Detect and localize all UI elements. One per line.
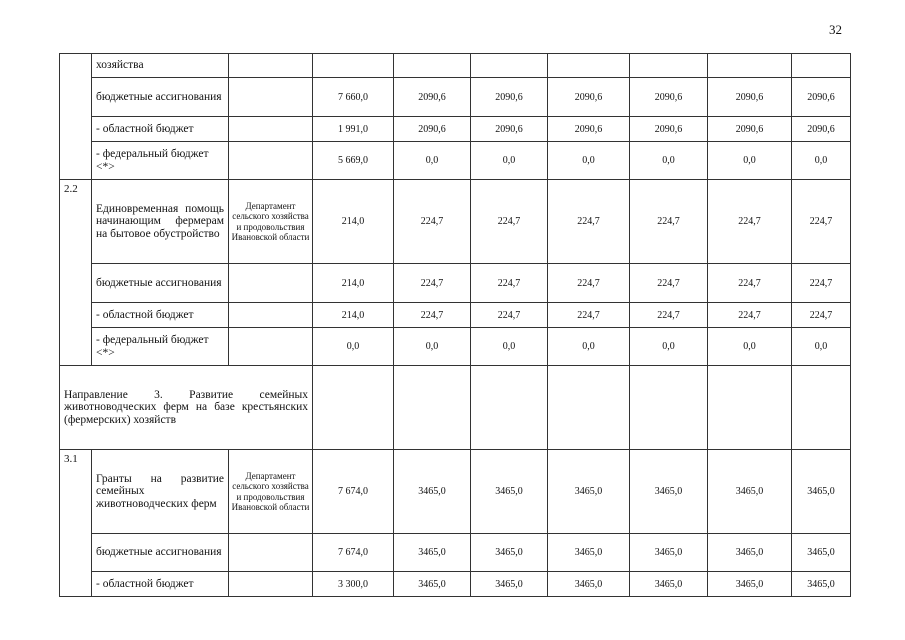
value-cell (471, 366, 548, 450)
value-cell (394, 54, 471, 78)
table-row (60, 264, 851, 303)
value-cell: 3 300,0 (313, 572, 394, 597)
table-row (60, 534, 851, 572)
value-cell: 0,0 (471, 328, 548, 366)
table-row (60, 117, 851, 142)
value-cell: 3465,0 (630, 572, 708, 597)
table-row (60, 303, 851, 328)
value-cell: 3465,0 (394, 572, 471, 597)
item-name: - федеральный бюджет <*> (92, 328, 229, 366)
table-row (60, 180, 851, 264)
value-cell: 2090,6 (471, 78, 548, 117)
value-cell: 3465,0 (548, 534, 630, 572)
table-row (60, 366, 851, 450)
executor-cell (229, 142, 313, 180)
value-cell: 7 674,0 (313, 534, 394, 572)
value-cell: 224,7 (548, 180, 630, 264)
value-cell: 2090,6 (394, 78, 471, 117)
value-cell: 0,0 (313, 328, 394, 366)
value-cell: 0,0 (630, 142, 708, 180)
item-name: бюджетные ассигнования (92, 534, 229, 572)
value-cell: 2090,6 (630, 78, 708, 117)
value-cell: 224,7 (630, 303, 708, 328)
value-cell: 3465,0 (471, 572, 548, 597)
value-cell: 2090,6 (792, 117, 851, 142)
value-cell: 3465,0 (394, 450, 471, 534)
value-cell: 2090,6 (708, 117, 792, 142)
item-name: - областной бюджет (92, 303, 229, 328)
value-cell: 224,7 (394, 180, 471, 264)
value-cell (708, 366, 792, 450)
item-number: 2.2 (60, 180, 92, 366)
value-cell: 3465,0 (630, 534, 708, 572)
item-name: - федеральный бюджет <*> (92, 142, 229, 180)
value-cell (792, 366, 851, 450)
value-cell (471, 54, 548, 78)
value-cell: 7 660,0 (313, 78, 394, 117)
budget-table (59, 53, 851, 597)
value-cell: 2090,6 (471, 117, 548, 142)
value-cell: 5 669,0 (313, 142, 394, 180)
executor-cell: Департамент сельского хозяйства и продовольствия Ивановской области (229, 450, 313, 534)
value-cell: 224,7 (471, 303, 548, 328)
value-cell: 0,0 (630, 328, 708, 366)
value-cell: 224,7 (394, 264, 471, 303)
value-cell: 3465,0 (630, 450, 708, 534)
direction-heading: Направление 3. Развитие семейных животноводческих ферм на базе крестьянских (фермерских) хозяйств (60, 366, 313, 450)
value-cell: 3465,0 (471, 534, 548, 572)
item-number: 3.1 (60, 450, 92, 597)
value-cell: 2090,6 (548, 78, 630, 117)
item-name: - областной бюджет (92, 572, 229, 597)
executor-cell (229, 303, 313, 328)
value-cell: 0,0 (548, 328, 630, 366)
value-cell: 224,7 (708, 180, 792, 264)
value-cell: 214,0 (313, 303, 394, 328)
value-cell: 0,0 (792, 142, 851, 180)
executor-cell (229, 54, 313, 78)
table-row (60, 78, 851, 117)
table-row (60, 328, 851, 366)
value-cell (630, 54, 708, 78)
value-cell: 224,7 (708, 303, 792, 328)
value-cell: 3465,0 (394, 534, 471, 572)
value-cell: 0,0 (548, 142, 630, 180)
value-cell: 3465,0 (548, 572, 630, 597)
value-cell: 224,7 (548, 303, 630, 328)
value-cell (313, 366, 394, 450)
value-cell (548, 54, 630, 78)
table-row (60, 572, 851, 597)
executor-cell (229, 534, 313, 572)
value-cell: 3465,0 (708, 534, 792, 572)
value-cell: 7 674,0 (313, 450, 394, 534)
value-cell: 224,7 (708, 264, 792, 303)
executor-cell (229, 328, 313, 366)
value-cell: 224,7 (394, 303, 471, 328)
value-cell (708, 54, 792, 78)
value-cell: 3465,0 (708, 450, 792, 534)
value-cell: 3465,0 (471, 450, 548, 534)
value-cell: 2090,6 (708, 78, 792, 117)
value-cell: 3465,0 (548, 450, 630, 534)
value-cell: 224,7 (792, 264, 851, 303)
value-cell: 224,7 (471, 180, 548, 264)
value-cell: 224,7 (630, 180, 708, 264)
value-cell: 2090,6 (548, 117, 630, 142)
value-cell: 0,0 (792, 328, 851, 366)
value-cell: 0,0 (394, 142, 471, 180)
value-cell: 2090,6 (394, 117, 471, 142)
value-cell: 224,7 (630, 264, 708, 303)
value-cell: 224,7 (792, 180, 851, 264)
value-cell: 2090,6 (630, 117, 708, 142)
value-cell: 0,0 (708, 142, 792, 180)
item-name: Единовременная помощь начинающим фермерам на бытовое обустройство (92, 180, 229, 264)
value-cell: 0,0 (708, 328, 792, 366)
executor-cell: Департамент сельского хозяйства и продовольствия Ивановской области (229, 180, 313, 264)
value-cell: 3465,0 (708, 572, 792, 597)
value-cell: 3465,0 (792, 534, 851, 572)
value-cell: 214,0 (313, 264, 394, 303)
executor-cell (229, 117, 313, 142)
value-cell: 3465,0 (792, 572, 851, 597)
page-number: 32 (829, 22, 842, 37)
executor-cell (229, 572, 313, 597)
value-cell: 224,7 (792, 303, 851, 328)
value-cell (792, 54, 851, 78)
value-cell: 1 991,0 (313, 117, 394, 142)
value-cell (394, 366, 471, 450)
value-cell: 224,7 (471, 264, 548, 303)
item-name: - областной бюджет (92, 117, 229, 142)
item-name: Гранты на развитие семейных животноводческих ферм (92, 450, 229, 534)
value-cell: 2090,6 (792, 78, 851, 117)
value-cell (630, 366, 708, 450)
value-cell: 3465,0 (792, 450, 851, 534)
value-cell: 0,0 (394, 328, 471, 366)
table-row (60, 54, 851, 78)
value-cell: 224,7 (548, 264, 630, 303)
item-name: хозяйства (92, 54, 229, 78)
item-name: бюджетные ассигнования (92, 78, 229, 117)
executor-cell (229, 78, 313, 117)
item-name: бюджетные ассигнования (92, 264, 229, 303)
table-row (60, 450, 851, 534)
value-cell (313, 54, 394, 78)
value-cell: 0,0 (471, 142, 548, 180)
executor-cell (229, 264, 313, 303)
value-cell: 214,0 (313, 180, 394, 264)
item-number (60, 54, 92, 180)
value-cell (548, 366, 630, 450)
table-row (60, 142, 851, 180)
